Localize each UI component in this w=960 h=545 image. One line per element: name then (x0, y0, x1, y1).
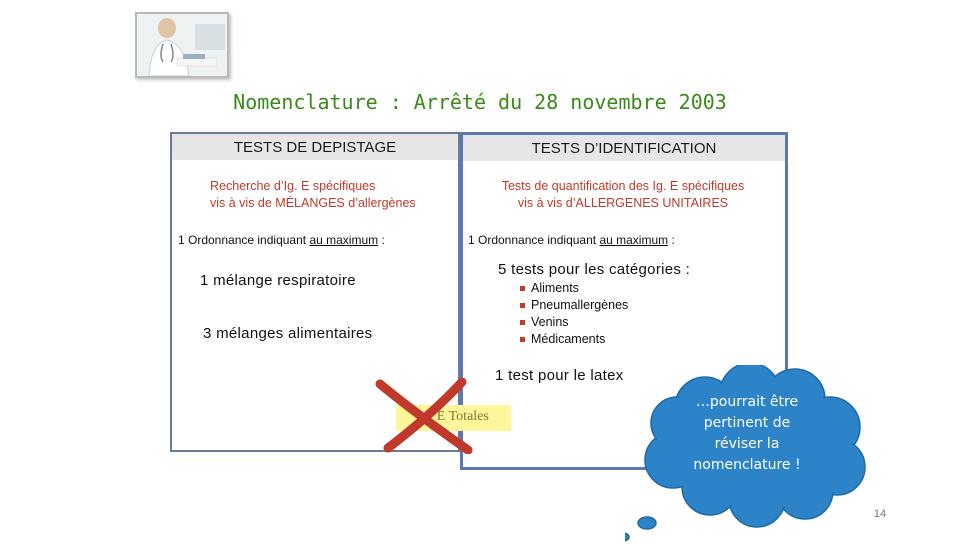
ordonnance-suffix: : (378, 233, 385, 247)
depistage-desc-line2: vis à vis de MÉLANGES d’allergènes (210, 196, 416, 210)
categories-title: 5 tests pour les catégories : (498, 261, 691, 278)
latex-test: 1 test pour le latex (495, 367, 624, 384)
bullet-icon (520, 286, 525, 291)
cloud-line: réviser la (714, 436, 780, 452)
list-item: Pneumallergènes (520, 297, 628, 314)
thought-cloud-text (672, 392, 822, 476)
depistage-ordonnance (178, 233, 458, 247)
page-number: 14 (873, 508, 887, 520)
identification-header: TESTS D’IDENTIFICATION (463, 135, 785, 161)
depistage-header: TESTS DE DEPISTAGE (172, 134, 458, 160)
identification-desc-line2: vis à vis d’ALLERGENES UNITAIRES (517, 196, 729, 210)
respiratory-mix: 1 mélange respiratoire (200, 272, 356, 289)
ige-totales-label: Ig. E Totales (396, 405, 511, 431)
doctor-image (137, 14, 227, 76)
identification-desc-line1: Tests de quantification des Ig. E spécifiques (501, 179, 745, 193)
food-mixes: 3 mélanges alimentaires (203, 325, 373, 342)
cross-out-icon (370, 378, 480, 454)
categories-list (520, 280, 628, 348)
bullet-icon (520, 320, 525, 325)
list-item: Venins (520, 314, 628, 331)
ordonnance-underline: au maximum (309, 233, 379, 247)
cloud-line: pertinent de (703, 415, 791, 431)
ordonnance-underline: au maximum (599, 233, 669, 247)
depistage-description (185, 178, 447, 212)
ordonnance-prefix: 1 Ordonnance indiquant (468, 233, 600, 247)
identification-ordonnance (468, 233, 778, 247)
bullet-icon (520, 337, 525, 342)
page-title: Nomenclature : Arrêté du 28 novembre 2003 (233, 90, 727, 114)
ordonnance-prefix: 1 Ordonnance indiquant (178, 233, 310, 247)
depistage-desc-line1: Recherche d’Ig. E spécifiques (210, 179, 376, 193)
list-item: Médicaments (520, 331, 628, 348)
ordonnance-suffix: : (668, 233, 675, 247)
doctor-photo (135, 12, 229, 78)
bullet-icon (520, 303, 525, 308)
identification-description (468, 178, 778, 212)
list-item: Aliments (520, 280, 628, 297)
cloud-line: …pourrait être (695, 394, 799, 410)
cloud-line: nomenclature ! (693, 457, 801, 473)
